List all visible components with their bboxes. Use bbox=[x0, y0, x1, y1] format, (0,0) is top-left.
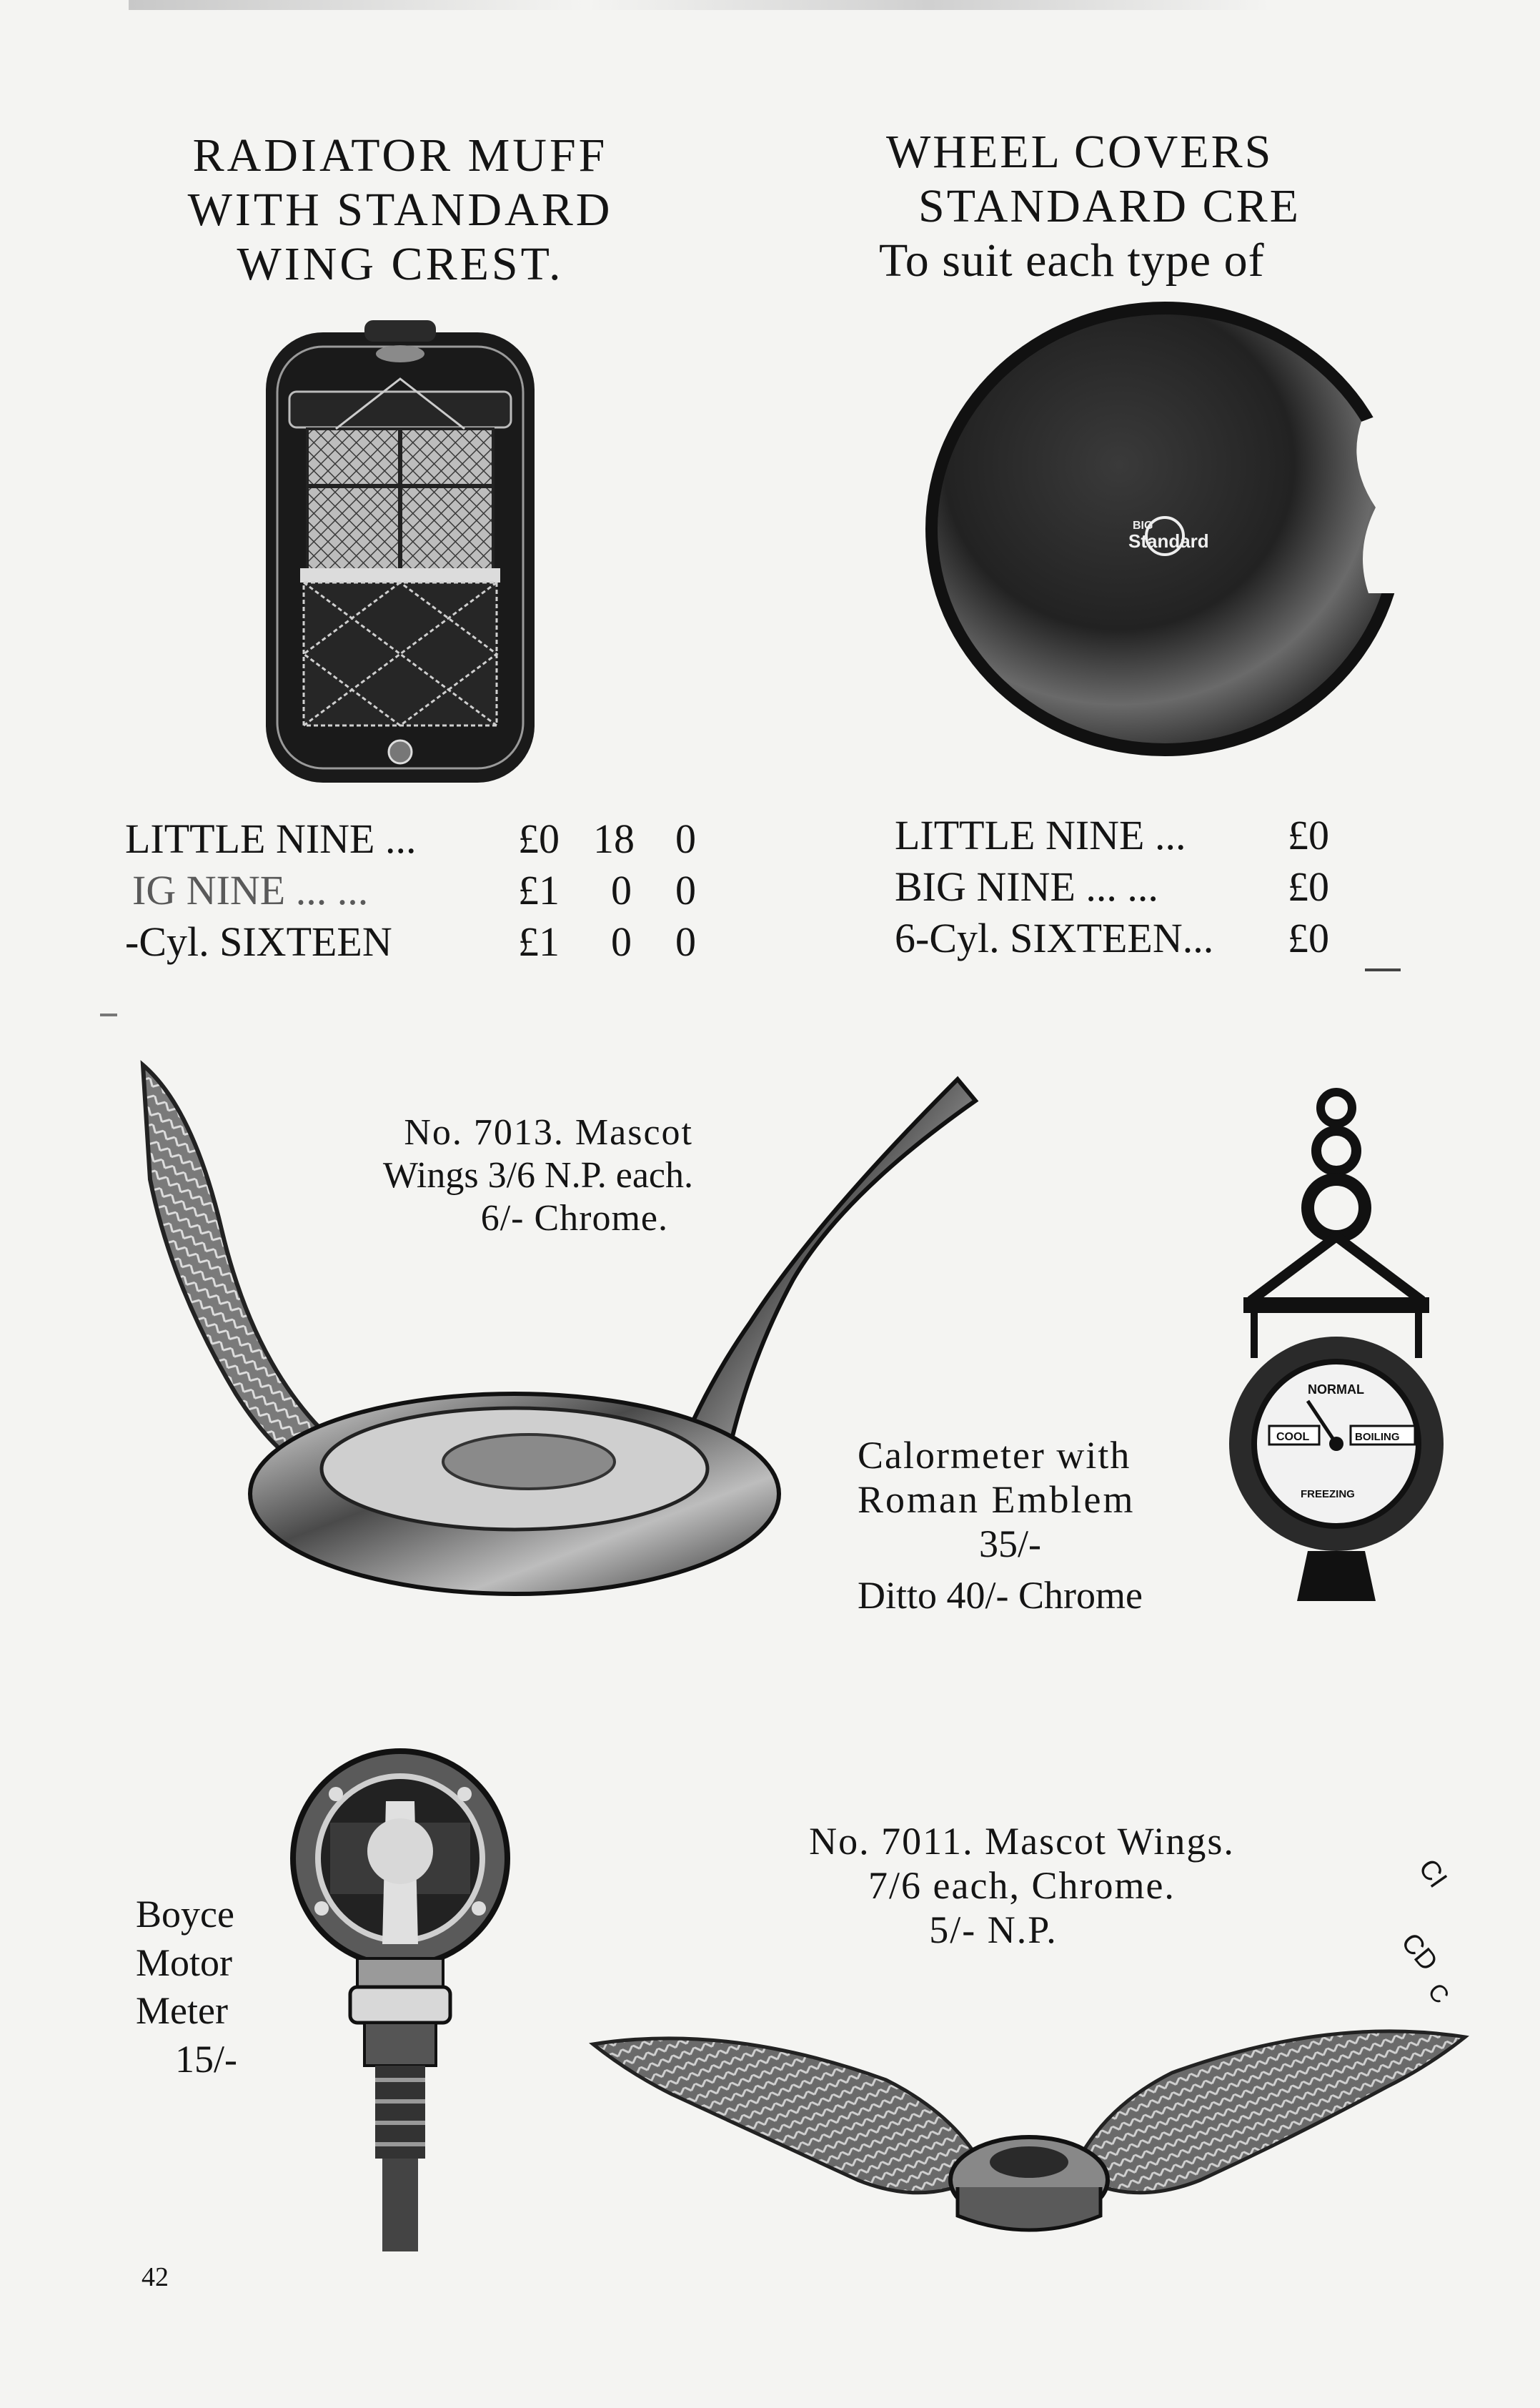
mascot-7013-caption bbox=[307, 1111, 693, 1239]
model-name: LITTLE NINE ... bbox=[895, 812, 1186, 858]
dial-cool-label: COOL bbox=[1276, 1431, 1310, 1443]
model-name: LITTLE NINE ... bbox=[125, 816, 417, 862]
caption-line: 35/- bbox=[979, 1522, 1041, 1566]
mascot-wings-7011-illustration bbox=[586, 2001, 1472, 2266]
price-pounds: £0 bbox=[1288, 915, 1329, 961]
rule-mark bbox=[100, 1014, 117, 1016]
price-pounds: £0 bbox=[1288, 812, 1329, 858]
caption-line: 15/- bbox=[175, 2037, 237, 2081]
caption-line: No. 7013. Mascot bbox=[404, 1112, 693, 1153]
boyce-meter-caption bbox=[136, 1891, 237, 2084]
caption-line: 7/6 each, Chrome. bbox=[868, 1864, 1176, 1908]
radiator-muff-heading bbox=[107, 129, 693, 292]
heading-line: RADIATOR MUFF bbox=[192, 129, 608, 182]
heading-line: WING CREST. bbox=[237, 237, 564, 290]
calormeter-caption bbox=[858, 1433, 1143, 1617]
caption-line: Roman Emblem bbox=[858, 1478, 1136, 1522]
model-name: 6-Cyl. SIXTEEN... bbox=[895, 915, 1214, 961]
price-shillings: 18 bbox=[593, 816, 635, 862]
price-pounds: £1 bbox=[518, 918, 560, 965]
price-row bbox=[125, 918, 711, 968]
caption-line: 5/- N.P. bbox=[929, 1908, 1058, 1952]
heading-line: To suit each type of bbox=[879, 234, 1265, 287]
price-pounds: £0 bbox=[518, 816, 560, 862]
radiator-muff-illustration bbox=[257, 314, 543, 793]
margin-mark: CD bbox=[1395, 1927, 1444, 1977]
price-row bbox=[895, 863, 1352, 913]
wheel-crest-small: BIG bbox=[1133, 520, 1153, 532]
mascot-7011-caption bbox=[743, 1819, 1301, 1952]
wheel-cover-illustration bbox=[918, 293, 1419, 765]
wheel-crest-text: Standard bbox=[1128, 530, 1209, 552]
price-pence: 0 bbox=[675, 867, 696, 913]
price-pence: 0 bbox=[675, 918, 696, 965]
caption-line: Wings 3/6 N.P. each. bbox=[382, 1154, 693, 1196]
price-pence: 0 bbox=[675, 816, 696, 862]
wheel-covers-heading bbox=[879, 125, 1379, 288]
caption-line: Motor bbox=[136, 1941, 232, 1984]
dial-normal-label: NORMAL bbox=[1308, 1382, 1364, 1397]
model-name: BIG NINE ... ... bbox=[895, 863, 1158, 910]
dial-freezing-label: FREEZING bbox=[1301, 1488, 1355, 1500]
margin-mark: CI bbox=[1412, 1853, 1453, 1893]
price-shillings: 0 bbox=[611, 867, 632, 913]
price-shillings: 0 bbox=[611, 918, 632, 965]
caption-line: Boyce bbox=[136, 1893, 234, 1936]
price-row bbox=[125, 866, 711, 916]
price-row bbox=[895, 811, 1352, 861]
caption-line: Ditto 40/- Chrome bbox=[858, 1574, 1143, 1617]
heading-line: WITH STANDARD bbox=[187, 183, 613, 236]
margin-mark: C bbox=[1422, 1978, 1455, 2009]
heading-line: STANDARD CRE bbox=[918, 179, 1301, 232]
model-name: IG NINE ... ... bbox=[132, 867, 369, 913]
page-number: 42 bbox=[141, 2262, 169, 2292]
dial-boiling-label: BOILING bbox=[1355, 1431, 1400, 1443]
caption-line: No. 7011. Mascot Wings. bbox=[809, 1820, 1235, 1863]
caption-line: Meter bbox=[136, 1989, 228, 2032]
price-pounds: £1 bbox=[518, 867, 560, 913]
caption-line: Calormeter with bbox=[858, 1434, 1131, 1477]
price-row bbox=[895, 914, 1352, 964]
caption-line: 6/- Chrome. bbox=[480, 1197, 668, 1239]
calormeter-illustration bbox=[1222, 1086, 1451, 1608]
top-edge-wear bbox=[129, 0, 1272, 10]
price-pounds: £0 bbox=[1288, 863, 1329, 910]
price-row bbox=[125, 815, 711, 865]
boyce-motor-meter-illustration bbox=[286, 1744, 515, 2259]
rule-mark bbox=[1365, 968, 1401, 971]
model-name: -Cyl. SIXTEEN bbox=[125, 918, 392, 965]
heading-line: WHEEL COVERS bbox=[886, 126, 1273, 178]
